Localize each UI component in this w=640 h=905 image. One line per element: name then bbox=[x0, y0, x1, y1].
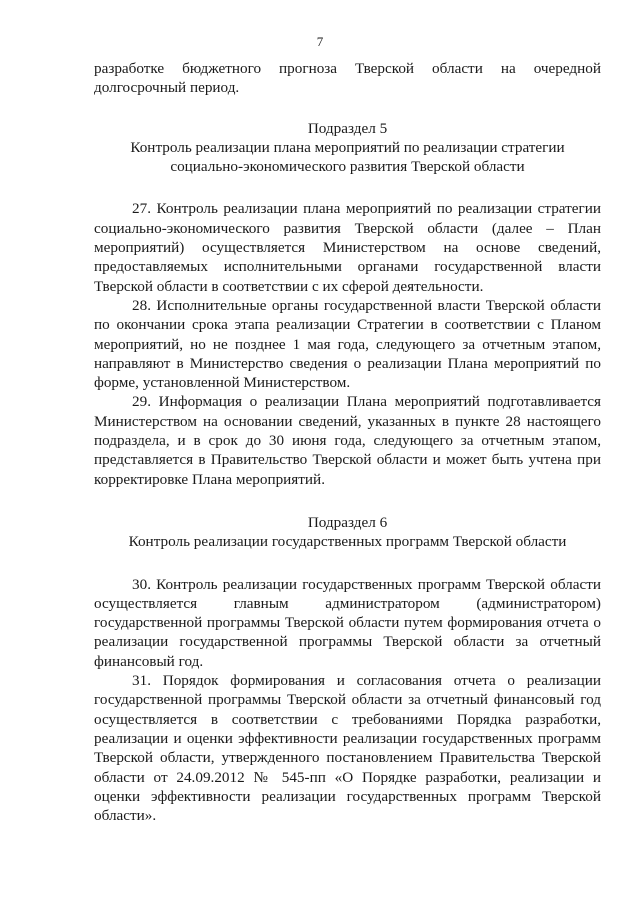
document-body bbox=[94, 59, 601, 825]
subsection-6-label: Подраздел 6 bbox=[307, 513, 388, 531]
paragraph-31: 31. Порядок формирования и согласования отчета о реализации государственной программы Тверской области за отчетный финансовый год осуществляется в соответствии с требованиями Порядка разработки, реализации и оценки эффективности реализации государственных программ Тверской области, утвержденного постановлением Правительства Тверской области от 24.09.2012 № 545-пп «О Порядке разработки, реализации и оценки эффективности реализации государственных программ Тверской области». bbox=[94, 672, 601, 825]
paragraph-29: 29. Информация о реализации Плана мероприятий подготавливается Министерством на основании сведений, указанных в пункте 28 настоящего подраздела, и в срок до 30 июня года, следующего за отчетным этапом, представляется в Правительство Тверской области и может быть учтена при корректировке Плана мероприятий. bbox=[94, 393, 601, 488]
subsection-5-label: Подраздел 5 bbox=[307, 119, 388, 137]
page-number: 7 bbox=[316, 34, 324, 49]
intro-paragraph: разработке бюджетного прогноза Тверской области на очередной долгосрочный период. bbox=[94, 60, 601, 97]
paragraph-30: 30. Контроль реализации государственных программ Тверской области осуществляется главным администратором (администратором) государственной программы Тверской области путем формирования отчета о реализации государственной программы Тверской области за отчетный финансовый год. bbox=[94, 575, 601, 670]
paragraph-27: 27. Контроль реализации плана мероприятий по реализации стратегии социально-экономического развития Тверской области (далее – План мероприятий) осуществляется Министерством на основе сведений, предоставляемых исполнительными органами государственной власти Тверской области в соответствии с их сферой деятельности. bbox=[94, 200, 601, 295]
subsection-6-title: Контроль реализации государственных программ Тверской области bbox=[128, 533, 567, 551]
paragraph-28: 28. Исполнительные органы государственной власти Тверской области по окончании срока этапа реализации Стратегии в соответствии с Планом мероприятий, но не позднее 1 мая года, следующего за отчетным этапом, направляют в Министерство сведения о реализации Плана мероприятий по форме, установленной Министерством. bbox=[94, 296, 601, 392]
subsection-5-title: Контроль реализации плана мероприятий по реализации стратегии социально-экономического развития Тверской области bbox=[130, 138, 565, 176]
